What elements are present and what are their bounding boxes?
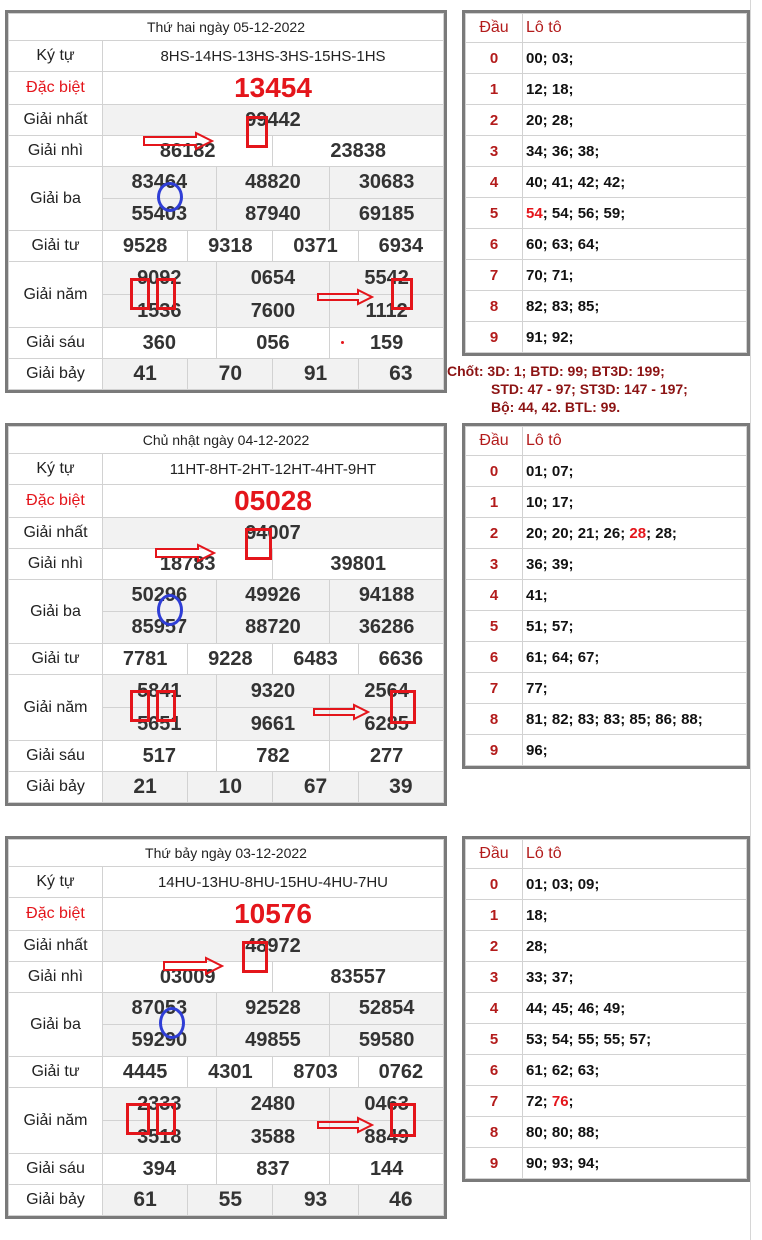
loto-row <box>466 642 747 673</box>
loto-values <box>523 642 747 673</box>
loto-table-2 <box>462 423 750 769</box>
highlight-box <box>390 690 416 724</box>
loto-values-rest: 70; 71; <box>526 266 574 284</box>
third-prize-value: 59290 <box>103 1025 217 1057</box>
label-giai-nhat: Giải nhất <box>9 518 103 549</box>
loto-values-rest: 41; <box>526 586 548 604</box>
seventh-prize-value: 67 <box>273 772 358 803</box>
highlight-box <box>156 690 176 722</box>
third-prize-value: 92528 <box>216 993 330 1025</box>
seventh-prize-value: 55 <box>188 1185 273 1216</box>
dau-digit: 6 <box>466 229 523 260</box>
seventh-prize-value: 63 <box>358 359 443 390</box>
loto-values-rest: 33; 37; <box>526 968 574 986</box>
special-prize-value: 10576 <box>103 898 444 931</box>
seventh-prize-value: 10 <box>188 772 273 803</box>
loto-row <box>466 962 747 993</box>
loto-values-rest: 60; 63; 64; <box>526 235 600 253</box>
loto-values-rest: 81; 82; 83; 83; 85; 86; 88; <box>526 710 703 728</box>
loto-values-rest: ; <box>568 1092 574 1110</box>
red-arrow-icon <box>312 703 370 721</box>
loto-row <box>466 74 747 105</box>
fifth-prize-value: 8849 <box>330 1121 444 1154</box>
dau-digit: 5 <box>466 611 523 642</box>
loto-row <box>466 1024 747 1055</box>
third-prize-value: 87053 <box>103 993 217 1025</box>
loto-values <box>523 1148 747 1179</box>
header-lo-to: Lô tô <box>523 427 747 456</box>
third-prize-value: 50296 <box>103 580 217 612</box>
sixth-prize-value: 144 <box>330 1154 444 1185</box>
loto-values <box>523 43 747 74</box>
first-prize-value: 99442 <box>103 105 444 136</box>
loto-row <box>466 993 747 1024</box>
loto-values-rest: 61; 62; 63; <box>526 1061 600 1079</box>
chot-line-2: STD: 47 - 97; ST3D: 147 - 197; <box>491 381 688 397</box>
loto-values <box>523 673 747 704</box>
label-giai-nam: Giải năm <box>9 675 103 741</box>
third-prize-value: 49926 <box>216 580 330 612</box>
label-ky-tu: Ký tự <box>9 867 103 898</box>
loto-row <box>466 322 747 353</box>
loto-row <box>466 900 747 931</box>
highlight-box <box>156 1103 176 1135</box>
fifth-prize-value: 3518 <box>103 1121 217 1154</box>
fourth-prize-value: 4301 <box>188 1057 273 1088</box>
third-prize-value: 36286 <box>330 612 444 644</box>
loto-values-rest: 01; 07; <box>526 462 574 480</box>
page-right-border <box>750 0 751 1240</box>
third-prize-value: 48820 <box>216 167 330 199</box>
fourth-prize-value: 0371 <box>273 231 358 262</box>
loto-values-rest: 90; 93; 94; <box>526 1154 600 1172</box>
loto-values <box>523 198 747 229</box>
third-prize-value: 52854 <box>330 993 444 1025</box>
highlight-box <box>246 116 268 148</box>
dau-digit: 8 <box>466 704 523 735</box>
draw-date: Chủ nhật ngày 04-12-2022 <box>9 427 444 454</box>
label-giai-nam: Giải năm <box>9 1088 103 1154</box>
loto-values-rest: 34; 36; 38; <box>526 142 600 160</box>
fifth-prize-value: 6285 <box>330 708 444 741</box>
fourth-prize-value: 0762 <box>358 1057 443 1088</box>
loto-row <box>466 198 747 229</box>
highlight-circle <box>159 1007 185 1039</box>
highlight-box <box>156 278 176 310</box>
loto-values <box>523 291 747 322</box>
third-prize-value: 88720 <box>216 612 330 644</box>
loto-values <box>523 1055 747 1086</box>
third-prize-value: 87940 <box>216 199 330 231</box>
label-giai-sau: Giải sáu <box>9 741 103 772</box>
loto-values <box>523 580 747 611</box>
loto-values-rest: 01; 03; 09; <box>526 875 600 893</box>
loto-values-rest: 36; 39; <box>526 555 574 573</box>
label-giai-nhat: Giải nhất <box>9 105 103 136</box>
loto-values-rest: 77; <box>526 679 548 697</box>
loto-values-rest: 20; 28; <box>526 111 574 129</box>
loto-values-rest: 51; 57; <box>526 617 574 635</box>
header-dau: Đầu <box>466 840 523 869</box>
label-giai-ba: Giải ba <box>9 167 103 231</box>
highlight-box <box>130 690 150 722</box>
fifth-prize-value: 5841 <box>103 675 217 708</box>
label-giai-bay: Giải bảy <box>9 359 103 390</box>
seventh-prize-value: 39 <box>358 772 443 803</box>
label-giai-nhi: Giải nhì <box>9 136 103 167</box>
sixth-prize-value: 277 <box>330 741 444 772</box>
fifth-prize-value: 1536 <box>103 295 217 328</box>
loto-values-rest: ; 28; <box>646 524 677 542</box>
red-arrow-icon <box>316 1116 374 1134</box>
loto-values <box>523 1024 747 1055</box>
loto-values <box>523 229 747 260</box>
fourth-prize-value: 8703 <box>273 1057 358 1088</box>
loto-values-rest: ; 54; 56; 59; <box>542 204 626 222</box>
red-arrow-icon <box>316 288 374 306</box>
loto-values-pre: 20; 20; 21; 26; <box>526 524 630 542</box>
label-giai-tu: Giải tư <box>9 644 103 675</box>
label-giai-tu: Giải tư <box>9 1057 103 1088</box>
loto-row <box>466 1055 747 1086</box>
seventh-prize-value: 61 <box>103 1185 188 1216</box>
label-giai-bay: Giải bảy <box>9 1185 103 1216</box>
fifth-prize-value: 3588 <box>216 1121 330 1154</box>
label-ky-tu: Ký tự <box>9 41 103 72</box>
fifth-prize-value: 9320 <box>216 675 330 708</box>
loto-row <box>466 291 747 322</box>
draw-date: Thứ hai ngày 05-12-2022 <box>9 14 444 41</box>
fifth-prize-value: 0654 <box>216 262 330 295</box>
loto-row <box>466 869 747 900</box>
loto-row <box>466 549 747 580</box>
third-prize-value: 85957 <box>103 612 217 644</box>
dau-digit: 2 <box>466 518 523 549</box>
loto-row <box>466 229 747 260</box>
dau-digit: 3 <box>466 962 523 993</box>
result-table-3 <box>5 836 447 1219</box>
ky-tu-value: 11HT-8HT-2HT-12HT-4HT-9HT <box>103 454 444 485</box>
second-prize-value: 03009 <box>103 962 273 993</box>
fourth-prize-value: 4445 <box>103 1057 188 1088</box>
draw-date: Thứ bảy ngày 03-12-2022 <box>9 840 444 867</box>
highlight-box <box>126 1103 150 1135</box>
label-giai-ba: Giải ba <box>9 993 103 1057</box>
dau-digit: 0 <box>466 869 523 900</box>
loto-table-1 <box>462 10 750 356</box>
loto-row <box>466 43 747 74</box>
highlight-box <box>130 278 150 310</box>
loto-row <box>466 611 747 642</box>
first-prize-value: 94007 <box>103 518 444 549</box>
highlight-box <box>390 1103 416 1137</box>
loto-values <box>523 962 747 993</box>
dau-digit: 2 <box>466 931 523 962</box>
third-prize-value: 94188 <box>330 580 444 612</box>
loto-values <box>523 931 747 962</box>
loto-values <box>523 487 747 518</box>
third-prize-value: 49855 <box>216 1025 330 1057</box>
dau-digit: 9 <box>466 322 523 353</box>
loto-values-rest: 96; <box>526 741 548 759</box>
dau-digit: 9 <box>466 735 523 766</box>
dau-digit: 4 <box>466 167 523 198</box>
label-dac-biet: Đặc biệt <box>9 72 103 105</box>
dau-digit: 7 <box>466 260 523 291</box>
loto-values <box>523 1086 747 1117</box>
special-prize-value: 13454 <box>103 72 444 105</box>
loto-row <box>466 580 747 611</box>
fifth-prize-value: 5651 <box>103 708 217 741</box>
loto-values <box>523 322 747 353</box>
dau-digit: 0 <box>466 43 523 74</box>
loto-values <box>523 704 747 735</box>
loto-values <box>523 456 747 487</box>
loto-values <box>523 105 747 136</box>
highlight-box <box>242 941 268 973</box>
loto-values-rest: 10; 17; <box>526 493 574 511</box>
fifth-prize-value: 9661 <box>216 708 330 741</box>
second-prize-value: 83557 <box>273 962 444 993</box>
sixth-prize-value: 394 <box>103 1154 217 1185</box>
loto-values <box>523 136 747 167</box>
seventh-prize-value: 91 <box>273 359 358 390</box>
loto-values <box>523 518 747 549</box>
fifth-prize-value: 2480 <box>216 1088 330 1121</box>
highlight-box <box>391 278 413 310</box>
loto-values-rest: 80; 80; 88; <box>526 1123 600 1141</box>
loto-values-rest: 28; <box>526 937 548 955</box>
fourth-prize-value: 6483 <box>273 644 358 675</box>
label-giai-bay: Giải bảy <box>9 772 103 803</box>
loto-row <box>466 704 747 735</box>
label-dac-biet: Đặc biệt <box>9 485 103 518</box>
result-table-2 <box>5 423 447 806</box>
loto-row <box>466 136 747 167</box>
header-dau: Đầu <box>466 14 523 43</box>
sixth-prize-value: 517 <box>103 741 217 772</box>
third-prize-value: 69185 <box>330 199 444 231</box>
second-prize-value: 86182 <box>103 136 273 167</box>
label-giai-tu: Giải tư <box>9 231 103 262</box>
second-prize-value: 18783 <box>103 549 273 580</box>
label-giai-sau: Giải sáu <box>9 1154 103 1185</box>
seventh-prize-value: 21 <box>103 772 188 803</box>
loto-values <box>523 260 747 291</box>
dau-digit: 6 <box>466 642 523 673</box>
loto-values-rest: 40; 41; 42; 42; <box>526 173 626 191</box>
header-lo-to: Lô tô <box>523 840 747 869</box>
label-dac-biet: Đặc biệt <box>9 898 103 931</box>
loto-values-rest: 12; 18; <box>526 80 574 98</box>
loto-values <box>523 993 747 1024</box>
dau-digit: 1 <box>466 74 523 105</box>
seventh-prize-value: 46 <box>358 1185 443 1216</box>
loto-row <box>466 167 747 198</box>
loto-values-rest: 61; 64; 67; <box>526 648 600 666</box>
header-dau: Đầu <box>466 427 523 456</box>
third-prize-value: 30683 <box>330 167 444 199</box>
second-prize-value: 23838 <box>273 136 444 167</box>
dau-digit: 5 <box>466 1024 523 1055</box>
fourth-prize-value: 9228 <box>188 644 273 675</box>
seventh-prize-value: 93 <box>273 1185 358 1216</box>
loto-row <box>466 931 747 962</box>
fourth-prize-value: 9528 <box>103 231 188 262</box>
fifth-prize-value: 2564 <box>330 675 444 708</box>
third-prize-value: 55403 <box>103 199 217 231</box>
loto-values-rest: 82; 83; 85; <box>526 297 600 315</box>
sixth-prize-value: 056 <box>216 328 330 359</box>
red-arrow-icon <box>154 543 216 563</box>
ky-tu-value: 8HS-14HS-13HS-3HS-15HS-1HS <box>103 41 444 72</box>
second-prize-value: 39801 <box>273 549 444 580</box>
sixth-prize-value: 837 <box>216 1154 330 1185</box>
label-ky-tu: Ký tự <box>9 454 103 485</box>
label-giai-ba: Giải ba <box>9 580 103 644</box>
red-arrow-icon <box>142 131 214 151</box>
loto-values <box>523 549 747 580</box>
fifth-prize-value: 5542 <box>330 262 444 295</box>
loto-row <box>466 1117 747 1148</box>
loto-row <box>466 1086 747 1117</box>
sixth-prize-value: 360 <box>103 328 217 359</box>
loto-row <box>466 1148 747 1179</box>
loto-value-highlight: 54 <box>526 204 543 222</box>
loto-values <box>523 869 747 900</box>
fourth-prize-value: 6636 <box>358 644 443 675</box>
dau-digit: 0 <box>466 456 523 487</box>
loto-values <box>523 167 747 198</box>
chot-prediction <box>447 362 747 416</box>
loto-values <box>523 611 747 642</box>
dau-digit: 2 <box>466 105 523 136</box>
first-prize-value: 48972 <box>103 931 444 962</box>
seventh-prize-value: 70 <box>188 359 273 390</box>
label-giai-nhi: Giải nhì <box>9 549 103 580</box>
fifth-prize-value: 2333 <box>103 1088 217 1121</box>
loto-values <box>523 74 747 105</box>
loto-values <box>523 1117 747 1148</box>
dau-digit: 1 <box>466 487 523 518</box>
label-giai-nhi: Giải nhì <box>9 962 103 993</box>
dau-digit: 6 <box>466 1055 523 1086</box>
loto-row <box>466 260 747 291</box>
dau-digit: 4 <box>466 580 523 611</box>
result-table-1 <box>5 10 447 393</box>
dau-digit: 5 <box>466 198 523 229</box>
dau-digit: 3 <box>466 549 523 580</box>
loto-values-pre: 72; <box>526 1092 552 1110</box>
loto-values-rest: 91; 92; <box>526 328 574 346</box>
sixth-prize-value: 782 <box>216 741 330 772</box>
third-prize-value: 83464 <box>103 167 217 199</box>
dau-digit: 7 <box>466 673 523 704</box>
sixth-prize-value: 159 <box>330 328 444 359</box>
loto-row <box>466 105 747 136</box>
dau-digit: 4 <box>466 993 523 1024</box>
label-giai-nhat: Giải nhất <box>9 931 103 962</box>
loto-row <box>466 518 747 549</box>
highlight-box <box>245 528 272 560</box>
dau-digit: 8 <box>466 1117 523 1148</box>
fourth-prize-value: 9318 <box>188 231 273 262</box>
dau-digit: 8 <box>466 291 523 322</box>
chot-line-3: Bộ: 44, 42. BTL: 99. <box>491 399 621 415</box>
seventh-prize-value: 41 <box>103 359 188 390</box>
highlight-circle <box>157 182 183 212</box>
loto-value-highlight: 76 <box>551 1092 569 1110</box>
red-arrow-icon <box>162 956 224 976</box>
chot-line-1: Chốt: 3D: 1; BTD: 99; BT3D: 199; <box>447 363 665 379</box>
loto-row <box>466 735 747 766</box>
red-dot <box>341 341 344 344</box>
loto-values-rest: 00; 03; <box>526 49 574 67</box>
loto-values <box>523 735 747 766</box>
dau-digit: 9 <box>466 1148 523 1179</box>
fifth-prize-value: 0463 <box>330 1088 444 1121</box>
dau-digit: 1 <box>466 900 523 931</box>
loto-values-rest: 18; <box>526 906 548 924</box>
dau-digit: 3 <box>466 136 523 167</box>
loto-row <box>466 487 747 518</box>
fifth-prize-value: 7600 <box>216 295 330 328</box>
highlight-circle <box>157 594 183 626</box>
loto-values-rest: 53; 54; 55; 55; 57; <box>526 1030 652 1048</box>
loto-values-rest: 44; 45; 46; 49; <box>526 999 626 1017</box>
loto-row <box>466 456 747 487</box>
loto-row <box>466 673 747 704</box>
ky-tu-value: 14HU-13HU-8HU-15HU-4HU-7HU <box>103 867 444 898</box>
label-giai-sau: Giải sáu <box>9 328 103 359</box>
loto-table-3 <box>462 836 750 1182</box>
fourth-prize-value: 7781 <box>103 644 188 675</box>
special-prize-value: 05028 <box>103 485 444 518</box>
loto-values <box>523 900 747 931</box>
fourth-prize-value: 6934 <box>358 231 443 262</box>
label-giai-nam: Giải năm <box>9 262 103 328</box>
fifth-prize-value: 9092 <box>103 262 217 295</box>
loto-value-highlight: 28 <box>629 524 647 542</box>
dau-digit: 7 <box>466 1086 523 1117</box>
third-prize-value: 59580 <box>330 1025 444 1057</box>
fifth-prize-value: 1112 <box>330 295 444 328</box>
header-lo-to: Lô tô <box>523 14 747 43</box>
